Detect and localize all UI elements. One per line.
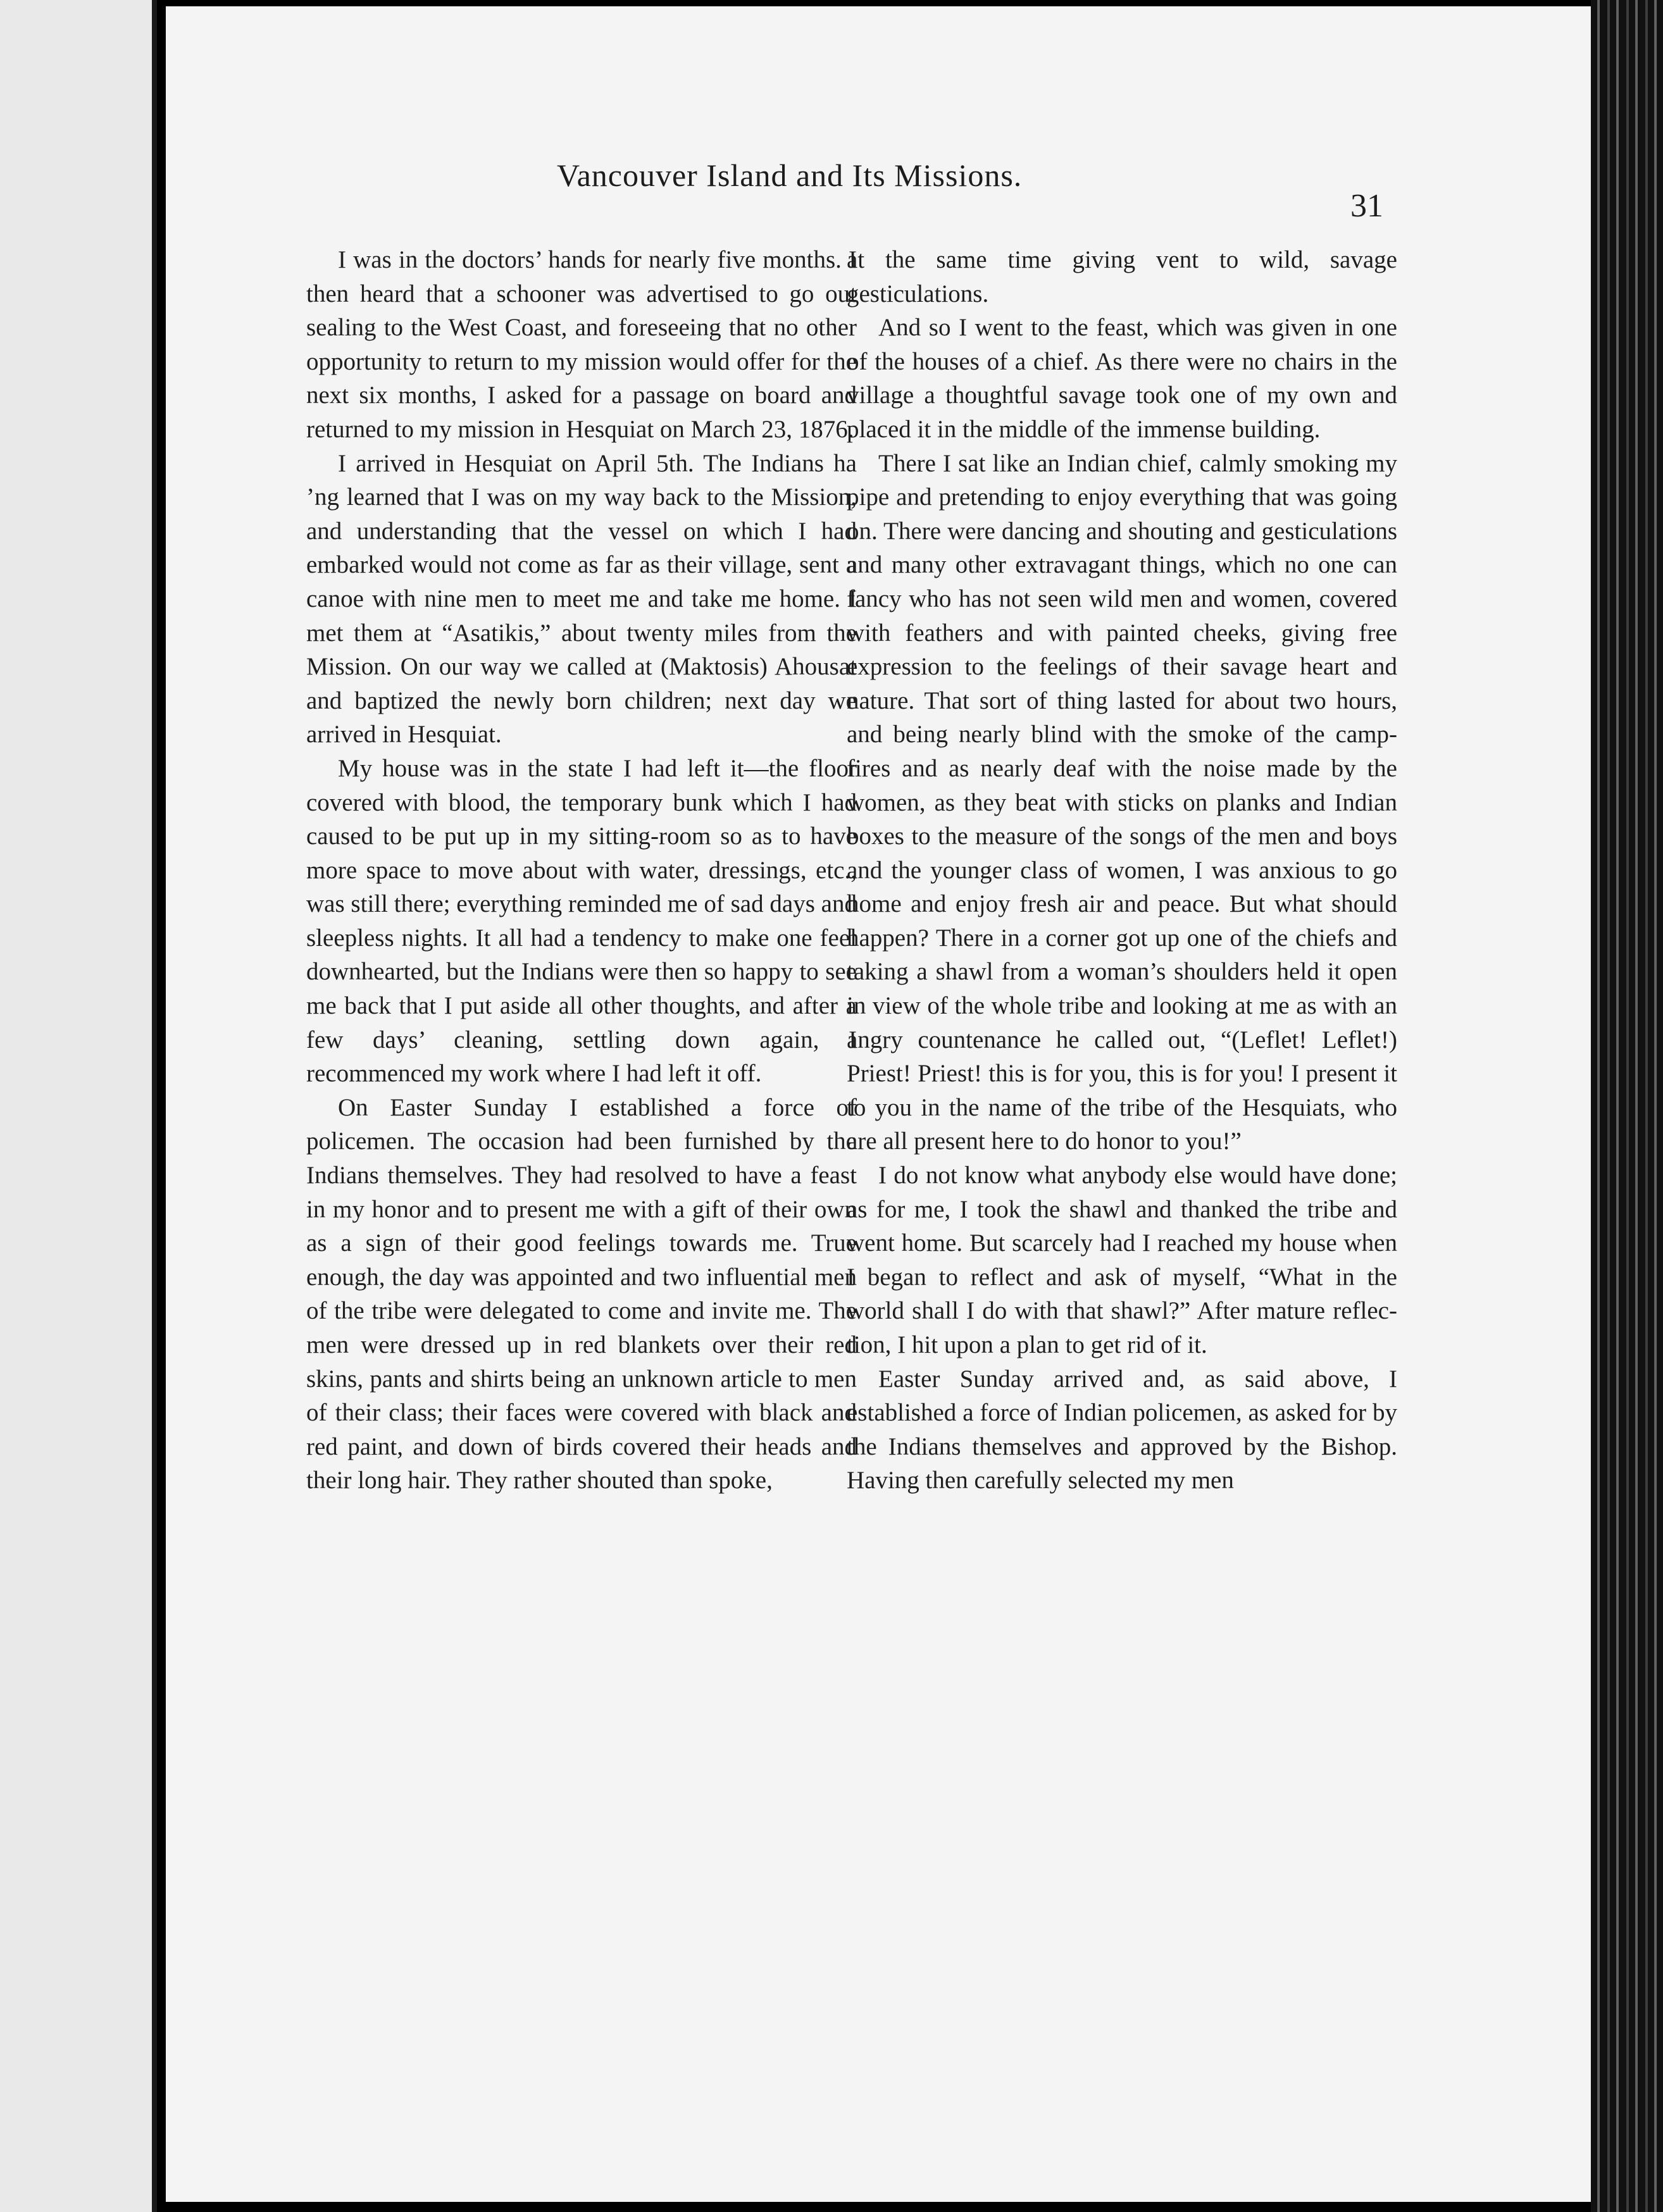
paragraph: On Easter Sunday I established a force of policemen. The occasion had been furnished by the Indians themselves. They had resolved to have a feast in my honor and to present me with a gift of their own as a sign of their good feelings towards me. True enough, the day was appointed and two influential men of the tribe were delegated to come and invite me. The men were dressed up in red blankets over their red skins, pants and shirts being an unknown article to men of their class; their faces were covered with black and red paint, and down of birds covered their heads and their long hair. They rather shouted than spoke, [306, 1093, 857, 1494]
right-text-column [847, 243, 1397, 1989]
paragraph: My house was in the state I had left it—the floor covered with blood, the temporary bunk which I had caused to be put up in my sitting-room so as to have more space to move about with water, dressings, etc., was still there; everything reminded me of sad days and sleepless nights. It all had a tendency to make one feel downhearted, but the Indians were then so happy to see me back that I put aside all other thoughts, and after a few days’ cleaning, settling down again, I recommenced my work where I had left it off. [306, 754, 857, 1088]
paragraph: I arrived in Hesquiat on April 5th. The Indians ha ’ng learned that I was on my way back to the Mission, and understanding that the vessel on which I had embarked would not come as far as their village, sent a canoe with nine men to meet me and take me home. I met them at “Asatikis,” about twenty miles from the Mission. On our way we called at (Maktosis) Ahousat and baptized the newly born children; next day we arrived in Hesquiat. [306, 449, 857, 749]
stacked-page-edges [1591, 0, 1663, 2212]
running-head: Vancouver Island and Its Missions. [557, 158, 1023, 193]
paragraph-continuation: at the same time giving vent to wild, savage gesticulations. [847, 246, 1397, 308]
paragraph: I was in the doctors’ hands for nearly five months. I then heard that a schooner was advertised to go out sealing to the West Coast, and foreseeing that no other opportunity to return to my mission would offer for the next six months, I asked for a passage on board and returned to my mission in Hesquiat on March 23, 1876. [306, 246, 857, 443]
paragraph: Easter Sunday arrived and, as said above, I established a force of Indian policemen, as asked for by the Indians themselves and approved by the Bishop. Having then carefully selected my men [847, 1365, 1397, 1494]
facing-page-edge [0, 0, 157, 2212]
left-text-column [306, 243, 857, 1989]
paragraph: There I sat like an Indian chief, calmly smoking my pipe and pretending to enjoy everything that was going on. There were dancing and shouting and gesticulations and many other extravagant things, which no one can fancy who has not seen wild men and women, covered with feathers and with painted cheeks, giving free expression to the feelings of their savage heart and nature. That sort of thing lasted for about two hours, and being nearly blind with the smoke of the camp-fires and as nearly deaf with the noise made by the women, as they beat with sticks on planks and Indian boxes to the measure of the songs of the men and boys and the younger class of women, I was anxious to go home and enjoy fresh air and peace. But what should happen? There in a corner got up one of the chiefs and taking a shawl from a woman’s shoulders held it open in view of the whole tribe and looking at me as with an angry countenance he called out, “(Leflet! Leflet!) Priest! Priest! this is for you, this is for you! I present it to you in the name of the tribe of the Hesquiats, who are all present here to do honor to you!” [847, 449, 1397, 1155]
paragraph: And so I went to the feast, which was given in one of the houses of a chief. As there were no chairs in the village a thoughtful savage took one of my own and placed it in the middle of the immense building. [847, 314, 1397, 443]
paragraph: I do not know what anybody else would have done; as for me, I took the shawl and thanked the tribe and went home. But scarcely had I reached my house when I began to reflect and ask of myself, “What in the world shall I do with that shawl?” After mature reflection, I hit upon a plan to get rid of it. [847, 1162, 1397, 1358]
page-number: 31 [1350, 188, 1383, 224]
